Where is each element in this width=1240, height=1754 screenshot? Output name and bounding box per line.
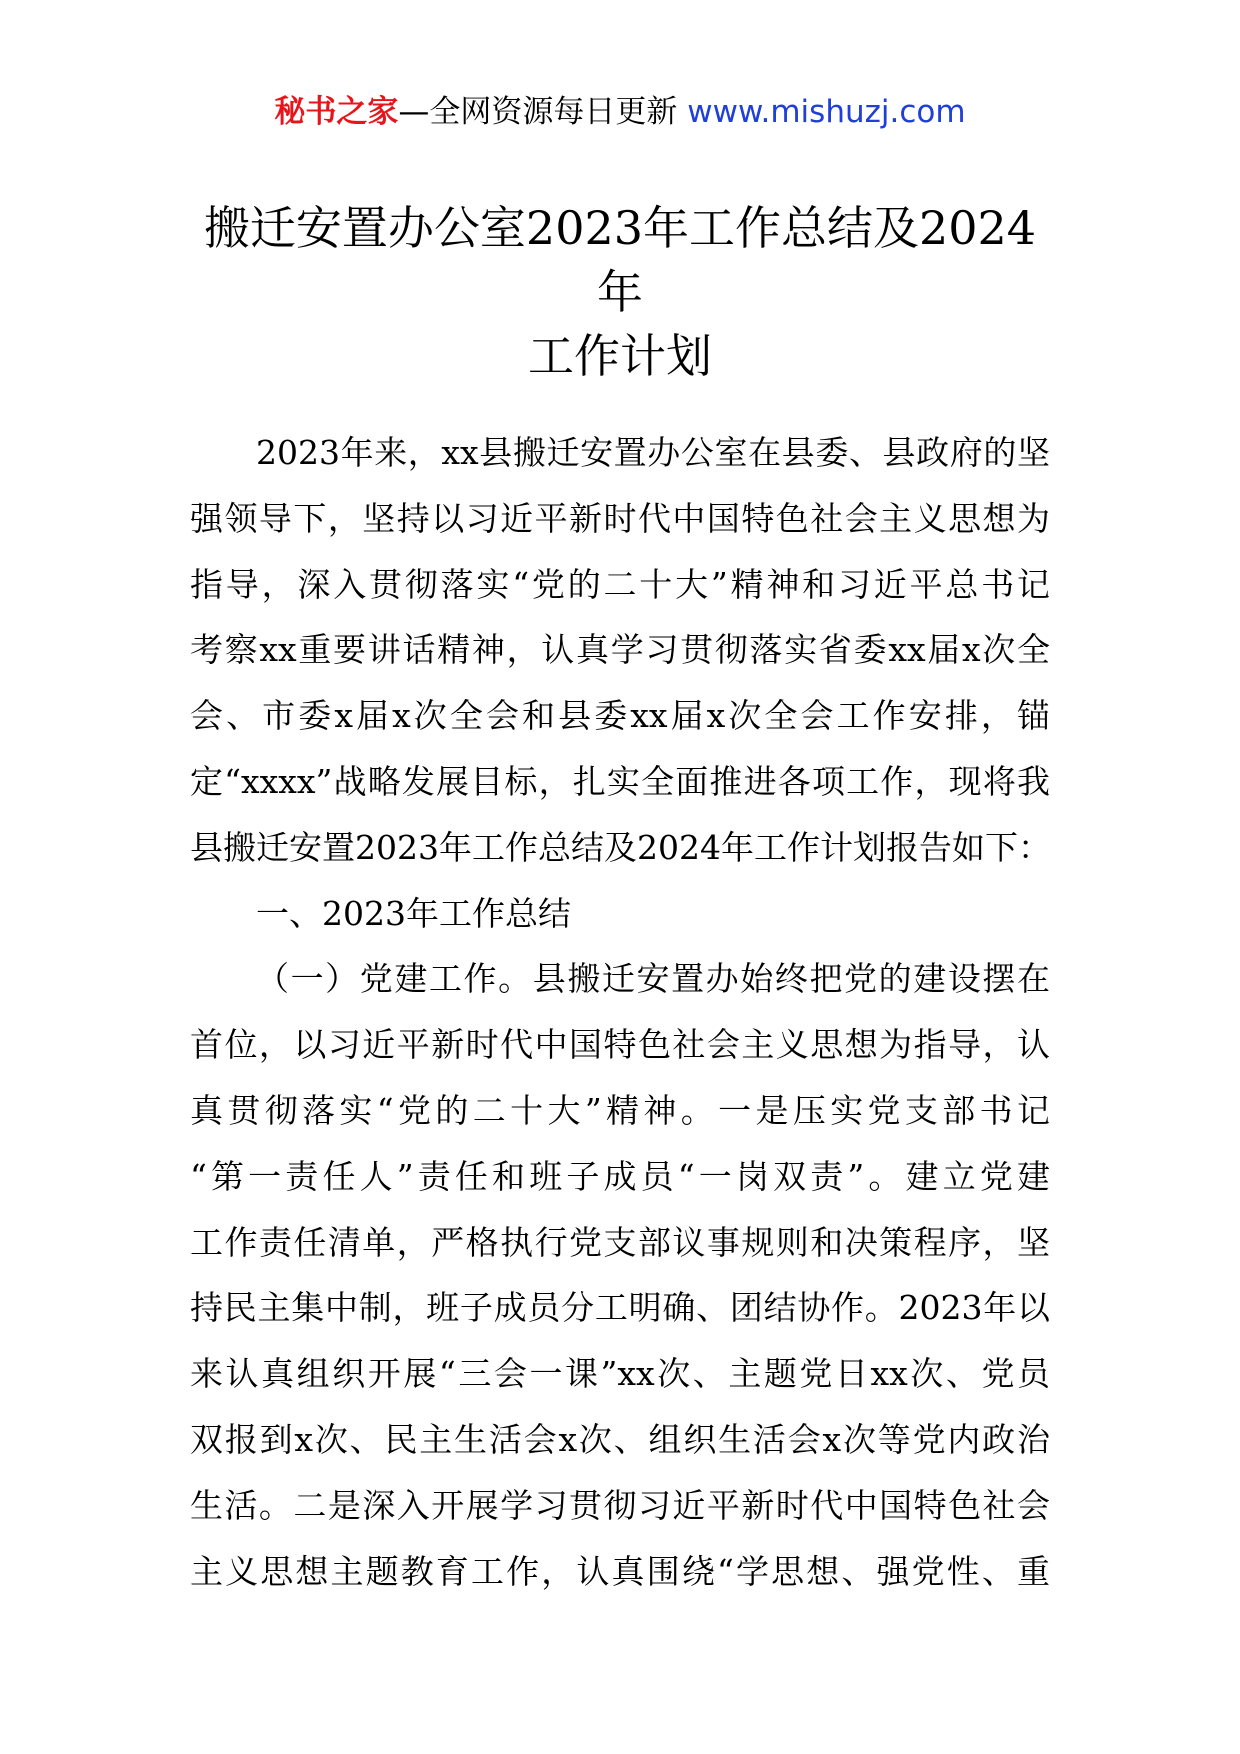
title-line-2: 工作计划 [528, 329, 712, 383]
title-line-1: 搬迁安置办公室2023年工作总结及2024年 [203, 201, 1037, 319]
text-line: 2023年来，xx县搬迁安置办公室在县委、县政府的坚 [256, 433, 1050, 472]
text-line: 指导，深入贯彻落实“党的二十大”精神和习近平总书记 [190, 564, 1050, 604]
text-line: 会、市委x届x次全会和县委xx届x次全会工作安排，锚 [190, 696, 1050, 736]
text-line: 来认真组织开展“三会一课”xx次、主题党日xx次、党员 [190, 1354, 1050, 1394]
section-heading: 一、2023年工作总结 [256, 893, 571, 933]
text-line: 考察xx重要讲话精神，认真学习贯彻落实省委xx届x次全 [190, 630, 1050, 670]
document-body [190, 420, 1050, 1604]
intro-paragraph [190, 420, 1050, 881]
text-line: （一）党建工作。县搬迁安置办始终把党的建设摆在 [256, 959, 1050, 999]
site-url-link[interactable]: www.mishuzj.com [687, 94, 966, 130]
document-title [190, 196, 1050, 388]
text-line: 定“xxxx”战略发展目标，扎实全面推进各项工作，现将我 [190, 761, 1050, 801]
text-line: 主义思想主题教育工作，认真围绕“学思想、强党性、重 [190, 1551, 1050, 1591]
header-tagline: —全网资源每日更新 [398, 94, 678, 130]
text-line: 双报到x次、民主生活会x次、组织生活会x次等党内政治 [190, 1419, 1050, 1459]
text-line: 生活。二是深入开展学习贯彻习近平新时代中国特色社会 [190, 1485, 1050, 1525]
text-line: 强领导下，坚持以习近平新时代中国特色社会主义思想为 [190, 498, 1050, 538]
text-line: 首位，以习近平新时代中国特色社会主义思想为指导，认 [190, 1025, 1050, 1065]
text-line: 县搬迁安置2023年工作总结及2024年工作计划报告如下： [190, 827, 1051, 867]
site-header [0, 92, 1240, 132]
party-building-paragraph [190, 946, 1050, 1604]
text-line: 工作责任清单，严格执行党支部议事规则和决策程序，坚 [190, 1222, 1050, 1262]
text-line: 真贯彻落实“党的二十大”精神。一是压实党支部书记 [190, 1090, 1050, 1130]
text-line: “第一责任人”责任和班子成员“一岗双责”。建立党建 [190, 1156, 1050, 1196]
brand-name: 秘书之家 [274, 94, 399, 130]
text-line: 持民主集中制，班子成员分工明确、团结协作。2023年以 [190, 1288, 1050, 1328]
